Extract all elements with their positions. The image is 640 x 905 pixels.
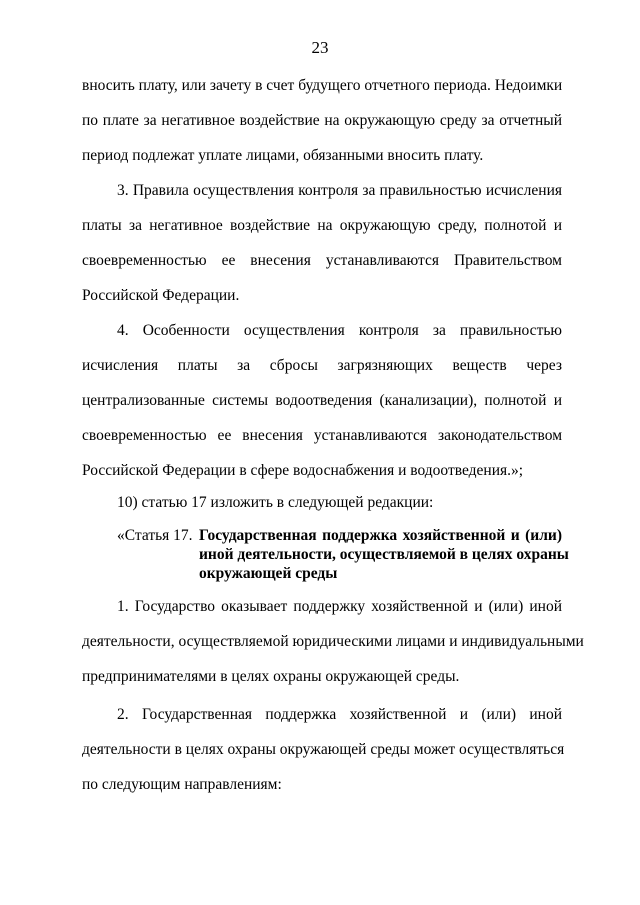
text-line: своевременностью ее внесения устанавливаются законодательством bbox=[82, 427, 562, 444]
text-line: платы за негативное воздействие на окружающую среду, полнотой и bbox=[82, 217, 562, 234]
text-line: исчисления платы за сбросы загрязняющих веществ через bbox=[82, 357, 562, 374]
text-line: 1. Государство оказывает поддержку хозяйственной и (или) иной bbox=[117, 598, 562, 615]
text-line: деятельности в целях охраны окружающей среды может осуществляться bbox=[82, 741, 565, 758]
article-title-line: Государственная поддержка хозяйственной и (или) bbox=[199, 527, 562, 544]
text-line: период подлежат уплате лицами, обязанными вносить плату. bbox=[82, 147, 484, 164]
text-line: предпринимателями в целях охраны окружающей среды. bbox=[82, 668, 460, 685]
page-number: 23 bbox=[311, 38, 329, 57]
article-title-line: окружающей среды bbox=[199, 565, 338, 582]
text-line: 3. Правила осуществления контроля за правильностью исчисления bbox=[117, 182, 562, 199]
text-line: своевременностью ее внесения устанавливаются Правительством bbox=[82, 252, 562, 269]
article-title-line: иной деятельности, осуществляемой в целях охраны bbox=[199, 546, 569, 563]
text-line: централизованные системы водоотведения (канализации), полнотой и bbox=[82, 392, 562, 409]
text-line: по следующим направлениям: bbox=[82, 776, 282, 793]
text-line: 2. Государственная поддержка хозяйственной и (или) иной bbox=[117, 706, 562, 723]
text-line: Российской Федерации. bbox=[82, 287, 240, 304]
text-line: по плате за негативное воздействие на окружающую среду за отчетный bbox=[82, 112, 562, 129]
text-line: вносить плату, или зачету в счет будущего отчетного периода. Недоимки bbox=[82, 77, 563, 94]
text-line: 4. Особенности осуществления контроля за правильностью bbox=[117, 322, 562, 339]
text-line: деятельности, осуществляемой юридическими лицами и индивидуальными bbox=[82, 633, 584, 650]
text-line: 10) статью 17 изложить в следующей редакции: bbox=[117, 494, 434, 511]
article-prefix: «Статья 17. bbox=[117, 527, 193, 544]
text-line: Российской Федерации в сфере водоснабжения и водоотведения.»; bbox=[82, 462, 524, 479]
